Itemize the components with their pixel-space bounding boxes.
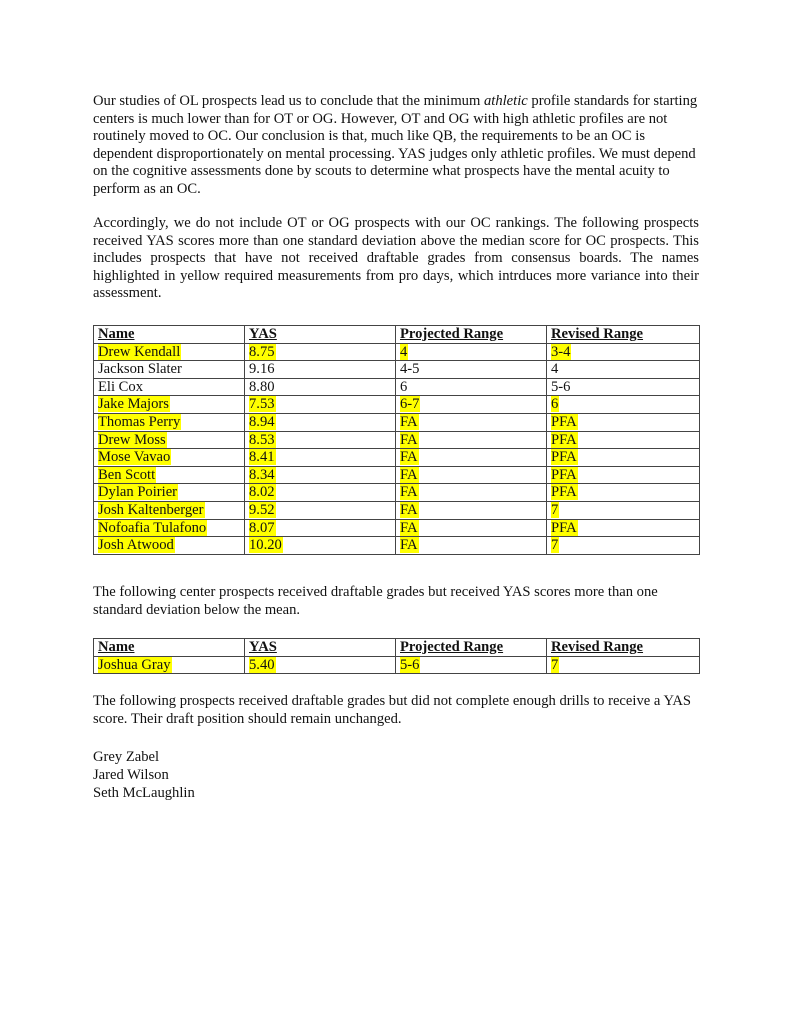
cell-projected	[396, 361, 547, 379]
cell-projected	[396, 449, 547, 467]
cell-projected	[396, 466, 547, 484]
signature-name: Seth McLaughlin	[93, 785, 195, 802]
cell-yas-text: 9.16	[249, 361, 275, 378]
cell-revised	[547, 378, 700, 396]
cell-projected-text: FA	[400, 466, 418, 483]
cell-revised-text: 3-4	[551, 343, 571, 360]
cell-projected	[396, 656, 547, 674]
cell-projected-text: FA	[400, 431, 418, 448]
cell-revised-text: PFA	[551, 519, 577, 536]
cell-projected-text: FA	[400, 537, 418, 554]
header-projected: Projected Range	[396, 639, 547, 657]
cell-yas-text: 8.07	[249, 519, 275, 536]
cell-projected-text: 4	[400, 343, 408, 360]
intro-emphasis: athletic	[483, 93, 528, 109]
cell-revised-text: PFA	[551, 413, 577, 430]
cell-revised-text: 5-6	[551, 378, 571, 395]
cell-yas-text: 8.41	[249, 449, 275, 466]
header-yas: YAS	[245, 639, 396, 657]
cell-name	[94, 413, 245, 431]
cell-revised-text: 7	[551, 501, 559, 518]
cell-name-text: Jake Majors	[98, 396, 169, 413]
cell-name-text: Josh Atwood	[98, 537, 174, 554]
table-row	[94, 466, 700, 484]
cell-projected-text: FA	[400, 413, 418, 430]
cell-yas	[245, 484, 396, 502]
header-revised: Revised Range	[547, 326, 700, 344]
table-row	[94, 484, 700, 502]
signature-name: Jared Wilson	[93, 767, 169, 784]
cell-name-text: Drew Moss	[98, 431, 166, 448]
table-row	[94, 656, 700, 674]
rankings-paragraph: Accordingly, we do not include OT or OG prospects with our OC rankings. The following prospects received YAS scores more than one standard deviation above the median score for OC prospects. This includes prospects that have not received draftable grades from consensus boards. The names highlighted in yellow required measurements from pro days, which intrduces more variance into their assessment.	[93, 215, 699, 302]
table-row	[94, 396, 700, 414]
table-row	[94, 343, 700, 361]
cell-revised-text: 4	[551, 361, 559, 378]
cell-yas	[245, 431, 396, 449]
signature-block	[93, 748, 195, 803]
cell-revised	[547, 519, 700, 537]
intro-text-start: Our studies of OL prospects lead us to conclude that the minimum	[93, 93, 484, 109]
cell-revised-text: PFA	[551, 431, 577, 448]
cell-revised-text: PFA	[551, 466, 577, 483]
cell-yas	[245, 537, 396, 555]
cell-revised	[547, 537, 700, 555]
cell-revised	[547, 656, 700, 674]
cell-yas-text: 8.34	[249, 466, 275, 483]
header-revised: Revised Range	[547, 639, 700, 657]
cell-yas	[245, 501, 396, 519]
cell-projected-text: FA	[400, 501, 418, 518]
cell-projected	[396, 396, 547, 414]
cell-projected-text: 6-7	[400, 396, 420, 413]
cell-revised-text: PFA	[551, 449, 577, 466]
cell-name	[94, 396, 245, 414]
cell-projected-text: 6	[400, 378, 408, 395]
intro-paragraph	[93, 93, 699, 199]
cell-yas	[245, 343, 396, 361]
cell-revised-text: 6	[551, 396, 559, 413]
table-header-row	[94, 639, 700, 657]
cell-name	[94, 361, 245, 379]
cell-name-text: Dylan Poirier	[98, 484, 178, 501]
cell-name-text: Drew Kendall	[98, 343, 181, 360]
cell-yas-text: 5.40	[249, 656, 275, 673]
cell-yas-text: 8.75	[249, 343, 275, 360]
cell-name-text: Nofoafia Tulafono	[98, 519, 207, 536]
cell-revised-text: PFA	[551, 484, 577, 501]
cell-yas-text: 8.80	[249, 378, 275, 395]
cell-name-text: Josh Kaltenberger	[98, 501, 204, 518]
cell-revised	[547, 361, 700, 379]
table-row	[94, 413, 700, 431]
cell-yas	[245, 519, 396, 537]
cell-yas	[245, 413, 396, 431]
cell-name	[94, 519, 245, 537]
cell-revised	[547, 343, 700, 361]
cell-yas-text: 10.20	[249, 537, 282, 554]
cell-projected	[396, 378, 547, 396]
cell-projected-text: FA	[400, 519, 418, 536]
header-projected: Projected Range	[396, 326, 547, 344]
cell-name	[94, 501, 245, 519]
cell-revised	[547, 501, 700, 519]
cell-name	[94, 537, 245, 555]
table-row	[94, 378, 700, 396]
cell-projected	[396, 413, 547, 431]
table-row	[94, 501, 700, 519]
header-name: Name	[94, 326, 245, 344]
cell-revised	[547, 449, 700, 467]
table-row	[94, 537, 700, 555]
below-mean-table	[93, 638, 700, 674]
below-mean-paragraph: The following center prospects received draftable grades but received YAS scores more than one standard deviation below the mean.	[93, 584, 658, 618]
cell-yas-text: 7.53	[249, 396, 275, 413]
table-header-row	[94, 326, 700, 344]
cell-name	[94, 656, 245, 674]
cell-yas-text: 9.52	[249, 501, 275, 518]
cell-name	[94, 343, 245, 361]
cell-revised	[547, 484, 700, 502]
cell-name-text: Mose Vavao	[98, 449, 171, 466]
cell-revised-text: 7	[551, 656, 559, 673]
cell-yas	[245, 656, 396, 674]
cell-name	[94, 378, 245, 396]
table-row	[94, 449, 700, 467]
cell-name-text: Eli Cox	[98, 378, 143, 395]
table-row	[94, 431, 700, 449]
table-row	[94, 519, 700, 537]
intro-text-end: profile standards for starting centers is much lower than for OT or OG. However, OT and OG with high athletic profiles are not routinely moved to OC. Our conclusion is that, much like QB, the requirements to be an OC is dependent disproportionately on mental processing. YAS judges only athletic profiles. We must depend on the cognitive assessments done by scouts to determine what prospects have the mental acuity to perform as an OC.	[93, 93, 698, 197]
signature-name: Grey Zabel	[93, 749, 160, 765]
cell-projected-text: 5-6	[400, 656, 420, 673]
cell-name-text: Joshua Gray	[98, 656, 171, 673]
cell-yas	[245, 396, 396, 414]
cell-projected	[396, 537, 547, 555]
cell-name-text: Jackson Slater	[98, 361, 182, 378]
cell-revised	[547, 431, 700, 449]
cell-yas-text: 8.94	[249, 413, 275, 430]
cell-revised-text: 7	[551, 537, 559, 554]
cell-projected	[396, 519, 547, 537]
cell-projected	[396, 343, 547, 361]
table-row	[94, 361, 700, 379]
cell-yas	[245, 378, 396, 396]
cell-projected-text: FA	[400, 484, 418, 501]
above-table-body	[94, 343, 700, 554]
cell-projected-text: 4-5	[400, 361, 420, 378]
cell-name	[94, 449, 245, 467]
cell-yas	[245, 466, 396, 484]
header-name: Name	[94, 639, 245, 657]
cell-yas	[245, 449, 396, 467]
cell-name-text: Thomas Perry	[98, 413, 181, 430]
cell-name-text: Ben Scott	[98, 466, 156, 483]
cell-yas-text: 8.53	[249, 431, 275, 448]
cell-projected-text: FA	[400, 449, 418, 466]
above-median-table	[93, 325, 700, 555]
cell-revised	[547, 396, 700, 414]
cell-name	[94, 431, 245, 449]
cell-yas	[245, 361, 396, 379]
cell-yas-text: 8.02	[249, 484, 275, 501]
below-table-body	[94, 656, 700, 674]
cell-projected	[396, 431, 547, 449]
header-yas: YAS	[245, 326, 396, 344]
cell-projected	[396, 484, 547, 502]
closing-paragraph: The following prospects received draftable grades but did not complete enough drills to receive a YAS score. Their draft position should remain unchanged.	[93, 693, 692, 727]
cell-revised	[547, 413, 700, 431]
cell-projected	[396, 501, 547, 519]
cell-revised	[547, 466, 700, 484]
cell-name	[94, 484, 245, 502]
cell-name	[94, 466, 245, 484]
